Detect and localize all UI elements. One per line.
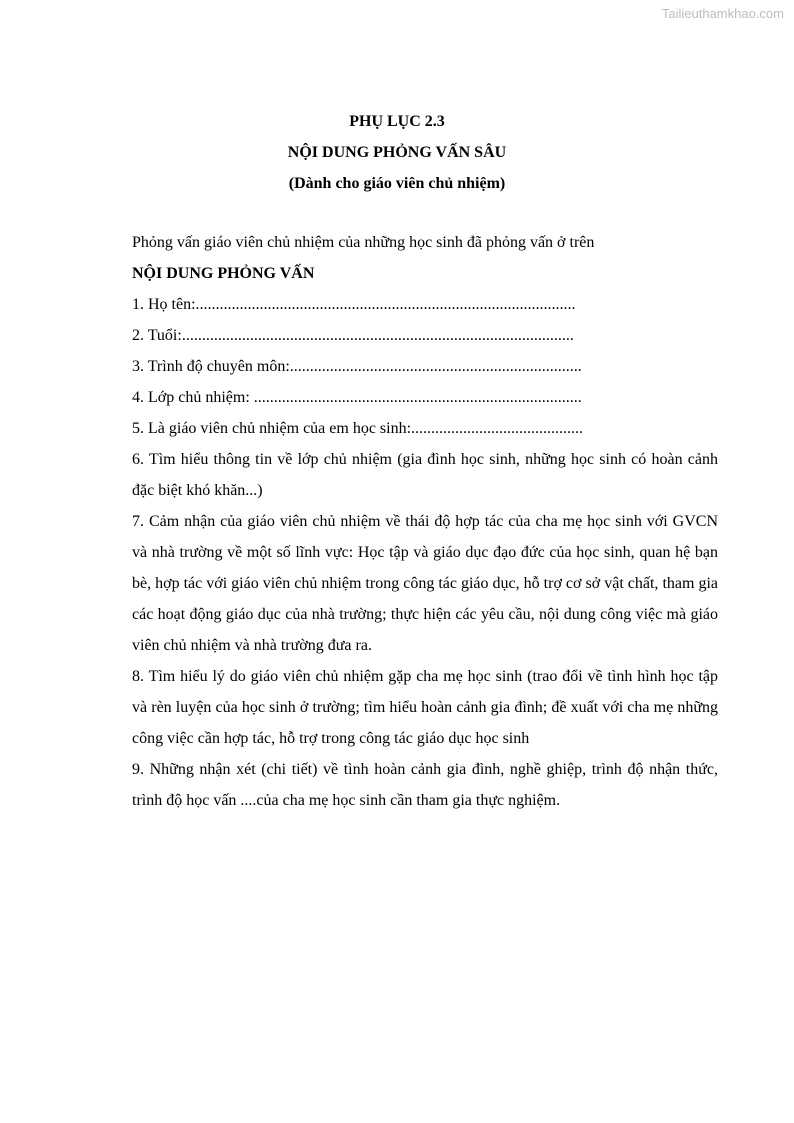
item-age: 2. Tuổi:.................................................................................................. (132, 327, 574, 344)
intro-paragraph: Phỏng vấn giáo viên chủ nhiệm của những học sinh đã phỏng vấn ở trên (132, 234, 595, 251)
document-subtitle: (Dành cho giáo viên chủ nhiệm) (288, 175, 506, 192)
item-student-teacher: 5. Là giáo viên chủ nhiệm của em học sinh:........................................... (132, 420, 584, 437)
item-homeroom-class: 4. Lớp chủ nhiệm: .................................................................................. (132, 389, 582, 406)
title-block (0, 106, 794, 199)
item-parent-cooperation: 7. Cảm nhận của giáo viên chủ nhiệm về thái độ hợp tác của cha mẹ học sinh với GVCN và nhà trường về một số lĩnh vực: Học tập và giáo dục đạo đức của học sinh, quan hệ bạn bè, hợp tác với giáo viên chủ nhiệm trong công tác giáo dục, hỗ trợ cơ sở vật chất, tham gia các hoạt động giáo dục của nhà trường; thực hiện các yêu cầu, nội dung công việc mà giáo viên chủ nhiệm và nhà trường đưa ra. (132, 513, 718, 654)
item-class-info: 6. Tìm hiểu thông tin về lớp chủ nhiệm (gia đình học sinh, những học sinh có hoàn cảnh đặc biệt khó khăn...) (132, 451, 718, 499)
item-name: 1. Họ tên:............................................................................................... (132, 296, 576, 313)
appendix-title: PHỤ LỤC 2.3 (349, 113, 445, 130)
item-meeting-reasons: 8. Tìm hiểu lý do giáo viên chủ nhiệm gặp cha mẹ học sinh (trao đổi về tình hình học tập và rèn luyện của học sinh ở trường; tìm hiểu hoàn cảnh gia đình; đề xuất với cha mẹ những công việc cần hợp tác, hỗ trợ trong công tác giáo dục học sinh (132, 668, 718, 747)
section-heading: NỘI DUNG PHỎNG VẤN (132, 265, 315, 282)
document-body (132, 227, 718, 816)
item-family-remarks: 9. Những nhận xét (chi tiết) về tình hoàn cảnh gia đình, nghề ghiệp, trình độ nhận thức, trình độ học vấn ....của cha mẹ học sinh cần tham gia thực nghiệm. (132, 761, 718, 809)
watermark: Tailieuthamkhao.com (661, 6, 784, 21)
document-title: NỘI DUNG PHỎNG VẤN SÂU (287, 144, 507, 161)
item-qualification: 3. Trình độ chuyên môn:......................................................................... (132, 358, 582, 375)
